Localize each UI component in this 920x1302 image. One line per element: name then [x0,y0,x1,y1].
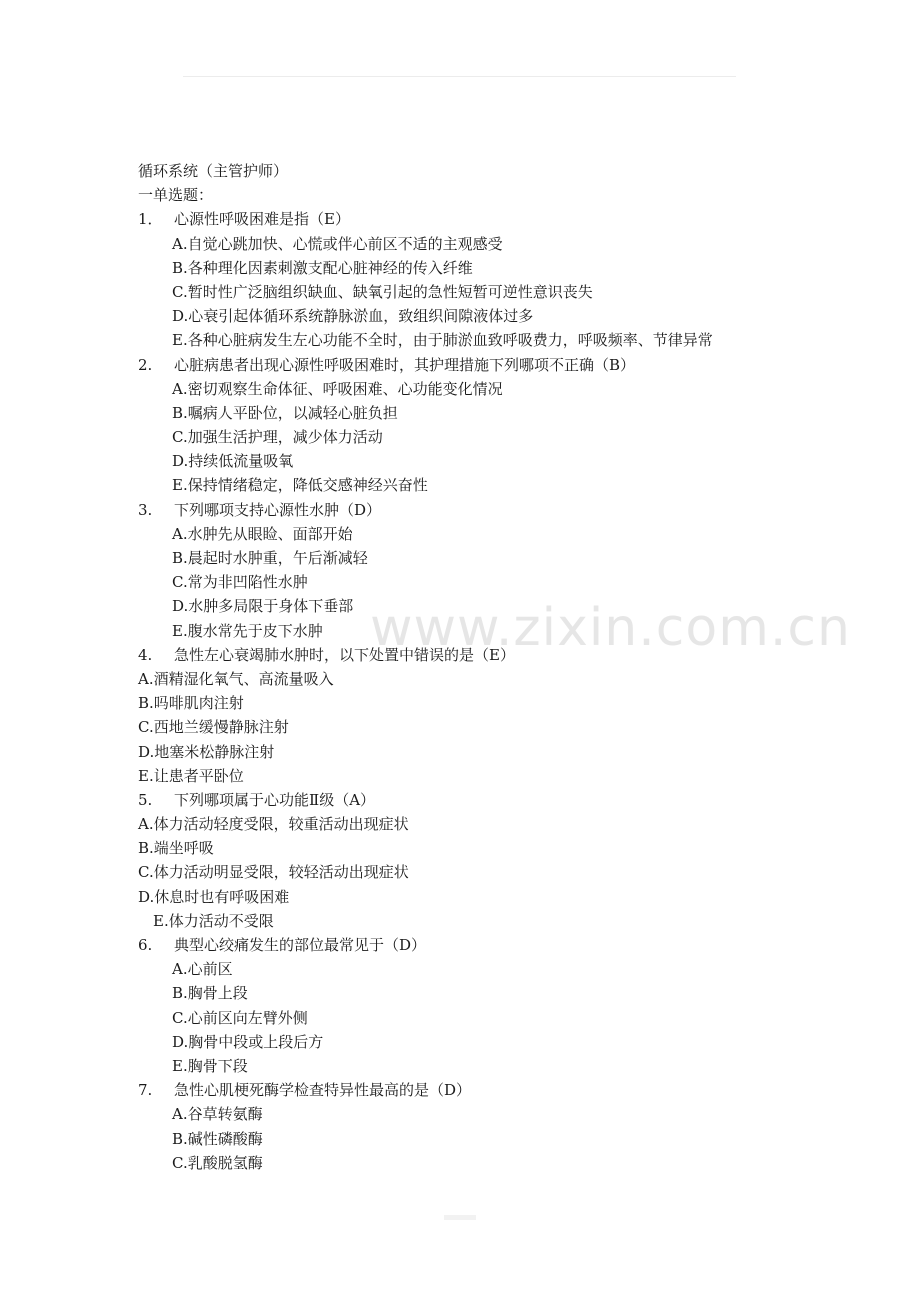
option-b: B.端坐呼吸 [138,839,214,858]
question-number: 5. [138,790,153,809]
question-text: 心脏病患者出现心源性呼吸困难时，其护理措施下列哪项不正确（B） [174,355,636,374]
question-text: 下列哪项属于心功能Ⅱ级（A） [174,790,376,809]
option-c: C.乳酸脱氢酶 [172,1153,263,1172]
header-rule [183,76,736,77]
question-4 [138,643,778,667]
question-text: 急性心肌梗死酶学检查特异性最高的是（D） [174,1081,472,1100]
question-number: 6. [138,936,153,954]
option-e: E.体力活动不受限 [153,911,274,930]
option-e: E.让患者平卧位 [138,766,244,785]
question-text: 典型心绞痛发生的部位最常见于（D） [174,936,427,954]
option-d: D.水肿多局限于身体下垂部 [172,597,354,616]
question-text: 心源性呼吸困难是指（E） [174,210,350,229]
option-a: A.酒精湿化氧气、高流量吸入 [138,669,334,688]
question-6 [138,933,778,957]
option-b: B.嘱病人平卧位，以减轻心脏负担 [172,403,398,422]
option-a: A.密切观察生命体征、呼吸困难、心功能变化情况 [172,379,503,398]
option-b: B.晨起时水肿重，午后渐减轻 [172,549,368,567]
option-a: A.水肿先从眼睑、面部开始 [172,524,353,543]
question-text: 下列哪项支持心源性水肿（D） [174,500,382,519]
option-b: B.胸骨上段 [172,984,248,1003]
question-number: 3. [138,500,153,519]
option-c: C.暂时性广泛脑组织缺血、缺氧引起的急性短暂可逆性意识丧失 [172,282,593,301]
question-number: 7. [138,1081,153,1100]
option-a: A.体力活动轻度受限，较重活动出现症状 [138,815,409,834]
option-a: A.心前区 [172,960,233,979]
option-e: E.保持情绪稳定，降低交感神经兴奋性 [172,476,428,495]
document-title: 循环系统（主管护师） [138,162,289,180]
watermark: www.zixin.com.cn [370,598,851,658]
question-number: 1． [138,210,163,229]
question-text: 急性左心衰竭肺水肿时，以下处置中错误的是（E） [174,645,515,664]
section-heading: 一单选题： [138,186,214,205]
option-d: D.休息时也有呼吸困难 [138,887,290,906]
option-c: C.体力活动明显受限，较轻活动出现症状 [138,863,409,882]
option-c: C.心前区向左臂外侧 [172,1008,308,1027]
option-a: A.自觉心跳加快、心慌或伴心前区不适的主观感受 [172,234,503,253]
document-body [138,159,778,1175]
option-e: E.各种心脏病发生左心功能不全时，由于肺淤血致呼吸费力，呼吸频率、节律异常 [172,331,713,350]
option-b: B.吗啡肌肉注射 [138,694,244,713]
question-5 [138,788,778,812]
option-b: B.碱性磷酸酶 [172,1129,263,1148]
footer-mark [444,1215,476,1220]
question-number: 4. [138,645,153,664]
option-b: B.各种理化因素刺激支配心脏神经的传入纤维 [172,258,473,277]
option-d: D.持续低流量吸氧 [172,452,294,471]
option-a: A.谷草转氨酶 [172,1105,263,1124]
question-number: 2. [138,355,153,374]
question-2 [138,353,778,377]
question-3 [138,498,778,522]
question-7 [138,1078,778,1102]
option-c: C.西地兰缓慢静脉注射 [138,718,289,737]
option-d: D.胸骨中段或上段后方 [172,1032,324,1051]
option-e: E.胸骨下段 [172,1056,248,1075]
option-d: D.心衰引起体循环系统静脉淤血，致组织间隙液体过多 [172,307,534,326]
option-d: D.地塞米松静脉注射 [138,742,275,761]
option-c: C.常为非凹陷性水肿 [172,573,308,592]
option-c: C.加强生活护理，减少体力活动 [172,428,383,447]
question-1 [138,207,778,231]
option-e: E.腹水常先于皮下水肿 [172,621,323,640]
